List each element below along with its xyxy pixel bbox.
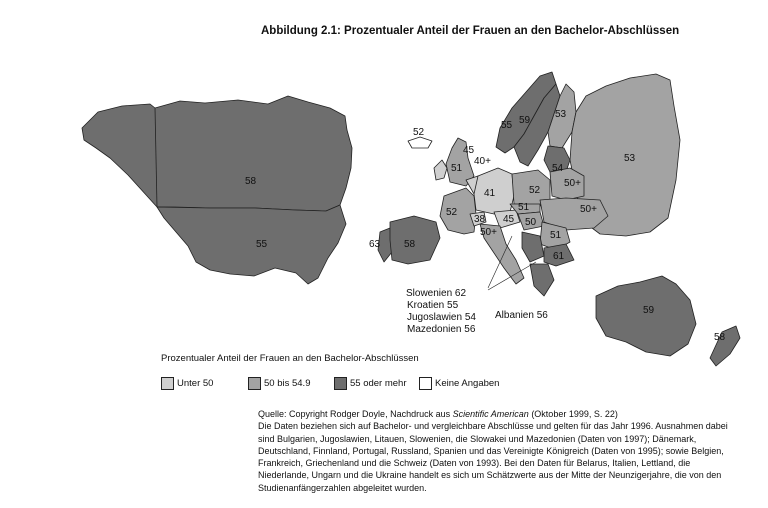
legend-swatch-light (161, 377, 174, 390)
label-switzerland: 38 (474, 214, 486, 225)
label-iceland: 52 (413, 127, 425, 138)
label-usa: 55 (256, 239, 268, 250)
label-uk: 51 (451, 163, 463, 174)
callout-mazedonien: Mazedonien 56 (407, 324, 476, 335)
legend-label: Unter 50 (177, 377, 214, 389)
region-australia (596, 276, 696, 356)
legend-swatch-dark (334, 377, 347, 390)
label-bulgaria: 61 (553, 251, 565, 262)
legend-label: Keine Angaben (435, 377, 500, 389)
region-usa (157, 205, 346, 284)
callout-slowenien: Slowenien 62 (406, 288, 467, 299)
label-austria: 45 (503, 214, 515, 225)
label-canada: 58 (245, 176, 257, 187)
label-new-zealand: 58 (714, 332, 726, 343)
legend-swatch-white (419, 377, 432, 390)
callout-jugoslawien: Jugoslawien 54 (407, 312, 476, 323)
label-netherlands: 40+ (474, 156, 491, 167)
label-portugal: 63 (369, 239, 381, 250)
label-hungary: 50 (525, 217, 537, 228)
label-australia: 59 (643, 305, 655, 316)
label-germany: 41 (484, 188, 496, 199)
label-russia: 53 (624, 153, 636, 164)
label-ireland: 45 (463, 145, 475, 156)
source-citation-suffix: (Oktober 1999, S. 22) (528, 409, 618, 419)
legend-label: 50 bis 54.9 (264, 377, 311, 389)
legend-title: Prozentualer Anteil der Frauen an den Bachelor-Abschlüssen (161, 353, 419, 364)
source-journal: Scientific American (452, 409, 529, 419)
legend-item-unter-50 (161, 376, 213, 390)
legend-label: 55 oder mehr (350, 377, 407, 389)
label-sweden: 59 (519, 115, 531, 126)
source-body: Die Daten beziehen sich auf Bachelor- und vergleichbare Abschlüsse und gelten für das Jahr 1996. Ausnahmen dabei sind Bulgarien, Jugoslawien, Litauen, Slowenien, die Slowakei und Mazedonien (Daten von 1997); Dänemark, Deutschland, Finnland, Portugal, Russland, Spanien und das Vereinigte Königreich (Daten von 1995); sowie Belgien, Frankreich, Griechenland und die Schweiz (Daten von 1993). Bei den Daten für Belarus, Italien, Lettland, die Niederlande, Ungarn und die Ukraine handelt es sich um Schätzwerte aus der Mitte der Neunzigerjahre, die von den Studienanfängerzahlen abgeleitet wurden. (258, 421, 728, 493)
label-norway: 55 (501, 120, 513, 131)
label-finland: 53 (555, 109, 567, 120)
callout-albanien: Albanien 56 (495, 310, 548, 321)
region-iceland (408, 137, 432, 148)
map-title: Abbildung 2.1: Prozentualer Anteil der Frauen an den Bachelor-Abschlüssen (261, 25, 680, 37)
callout-kroatien: Kroatien 55 (407, 300, 459, 311)
label-spain: 58 (404, 239, 416, 250)
source-note (258, 408, 728, 494)
label-romania: 51 (550, 230, 562, 241)
label-baltic: 54 (552, 163, 564, 174)
legend-item-55-oder-mehr (334, 376, 407, 390)
label-italy: 50+ (480, 227, 497, 238)
legend-item-keine-angaben (419, 376, 499, 390)
legend-item-50-bis-54-9 (248, 376, 310, 390)
legend-swatch-medium (248, 377, 261, 390)
region-ireland (434, 160, 447, 180)
source-citation (258, 408, 728, 420)
region-greece (530, 264, 554, 296)
label-belarus: 50+ (564, 178, 581, 189)
label-poland: 52 (529, 185, 541, 196)
source-citation-prefix: Quelle: Copyright Rodger Doyle, Nachdruck aus (258, 409, 453, 419)
region-canada (82, 96, 352, 211)
label-france: 52 (446, 207, 458, 218)
label-czech-slovakia: 51 (518, 202, 530, 213)
label-ukraine: 50+ (580, 204, 597, 215)
